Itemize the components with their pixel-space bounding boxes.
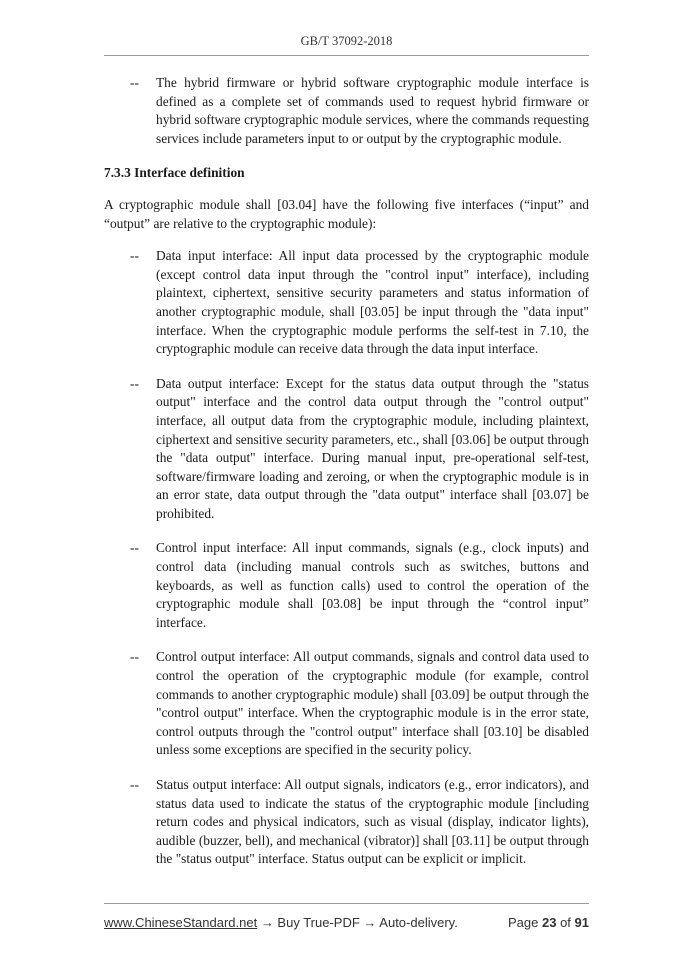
list-dash: -- — [130, 540, 139, 556]
list-dash: -- — [130, 375, 139, 391]
interface-item-control-input — [104, 539, 589, 632]
list-item-text: The hybrid firmware or hybrid software cryptographic module interface is defined as a complete set of commands used to request hybrid firmware or hybrid software cryptographic module services, where the commands requesting services include parameters input to or output by the cryptographic module. — [156, 75, 589, 146]
footer-promo — [104, 915, 458, 930]
page-label: Page — [507, 915, 539, 930]
list-item-text: Data output interface: Except for the status data output through the "status output" interface and the control data output through the "control output" interface, all output data from the cryptographic module, including plaintext, ciphertext and sensitive security parameters, etc., shall [03.06] be output through the "data output" interface. During manual input, pre-operational self-test, software/firmware loading and zeroing, or when the cryptographic module is in an error state, data output through the "data output" interface shall [03.07] be prohibited. — [156, 375, 589, 521]
intro-list-item — [104, 74, 589, 148]
interface-item-data-input — [104, 247, 589, 359]
list-dash: -- — [130, 248, 139, 264]
footer-divider — [104, 903, 589, 904]
list-dash: -- — [130, 777, 139, 792]
list-dash: -- — [130, 649, 139, 665]
section-paragraph: A cryptographic module shall [03.04] have the following five interfaces (“input” and “output” are relative to the cryptographic module): — [104, 196, 589, 231]
list-dash: -- — [130, 75, 139, 90]
list-item-text: Control output interface: All output commands, signals and control data used to control the operation of the cryptographic module (for example, control commands to another cryptographic module) shall [03.09] be output through the "control output" interface. When the cryptographic module is in the error state, control outputs through the "control output" interface shall [03.10] be disabled unless some exceptions are specified in the security policy. — [156, 649, 589, 758]
page-number: 23 — [541, 915, 557, 930]
page-header: GB/T 37092-2018 — [300, 34, 393, 48]
website-link[interactable]: www.ChineseStandard.net — [104, 915, 258, 930]
section-heading: 7.3.3 Interface definition — [104, 165, 245, 181]
of-label: of — [560, 915, 571, 930]
interface-item-control-output — [104, 648, 589, 760]
document-body — [104, 74, 589, 869]
interface-item-data-output — [104, 375, 589, 524]
page-indicator — [508, 915, 589, 930]
page-total: 91 — [574, 915, 589, 930]
list-item-text: Control input interface: All input commands, signals (e.g., clock inputs) and control data (including manual controls such as switches, buttons and keyboards, as well as function calls) used to control the operation of the cryptographic module shall [03.08] be input through the “control input” interface. — [156, 540, 589, 630]
header-divider — [104, 55, 589, 56]
footer-tagline: → Buy True-PDF → Auto-delivery. — [257, 915, 458, 930]
list-item-text: Status output interface: All output signals, indicators (e.g., error indicators), and status data used to indicate the status of the cryptographic module [including return codes and physical indicators, such as visual (display, indicator lights), audible (buzzer, bell), and mechanical (vibrator)] shall [03.11] be output through the "status output" interface. Status output can be explicit or implicit. — [156, 777, 589, 867]
page-footer — [104, 915, 589, 930]
list-item-text: Data input interface: All input data processed by the cryptographic module (except control data input through the "control input" interface), including plaintext, ciphertext, sensitive security parameters and status information of another cryptographic module, shall [03.05] be input through the "data input" interface. When the cryptographic module performs the self-test in 7.10, the cryptographic module can receive data through the data input interface. — [156, 248, 589, 357]
interface-item-status-output — [104, 776, 589, 869]
